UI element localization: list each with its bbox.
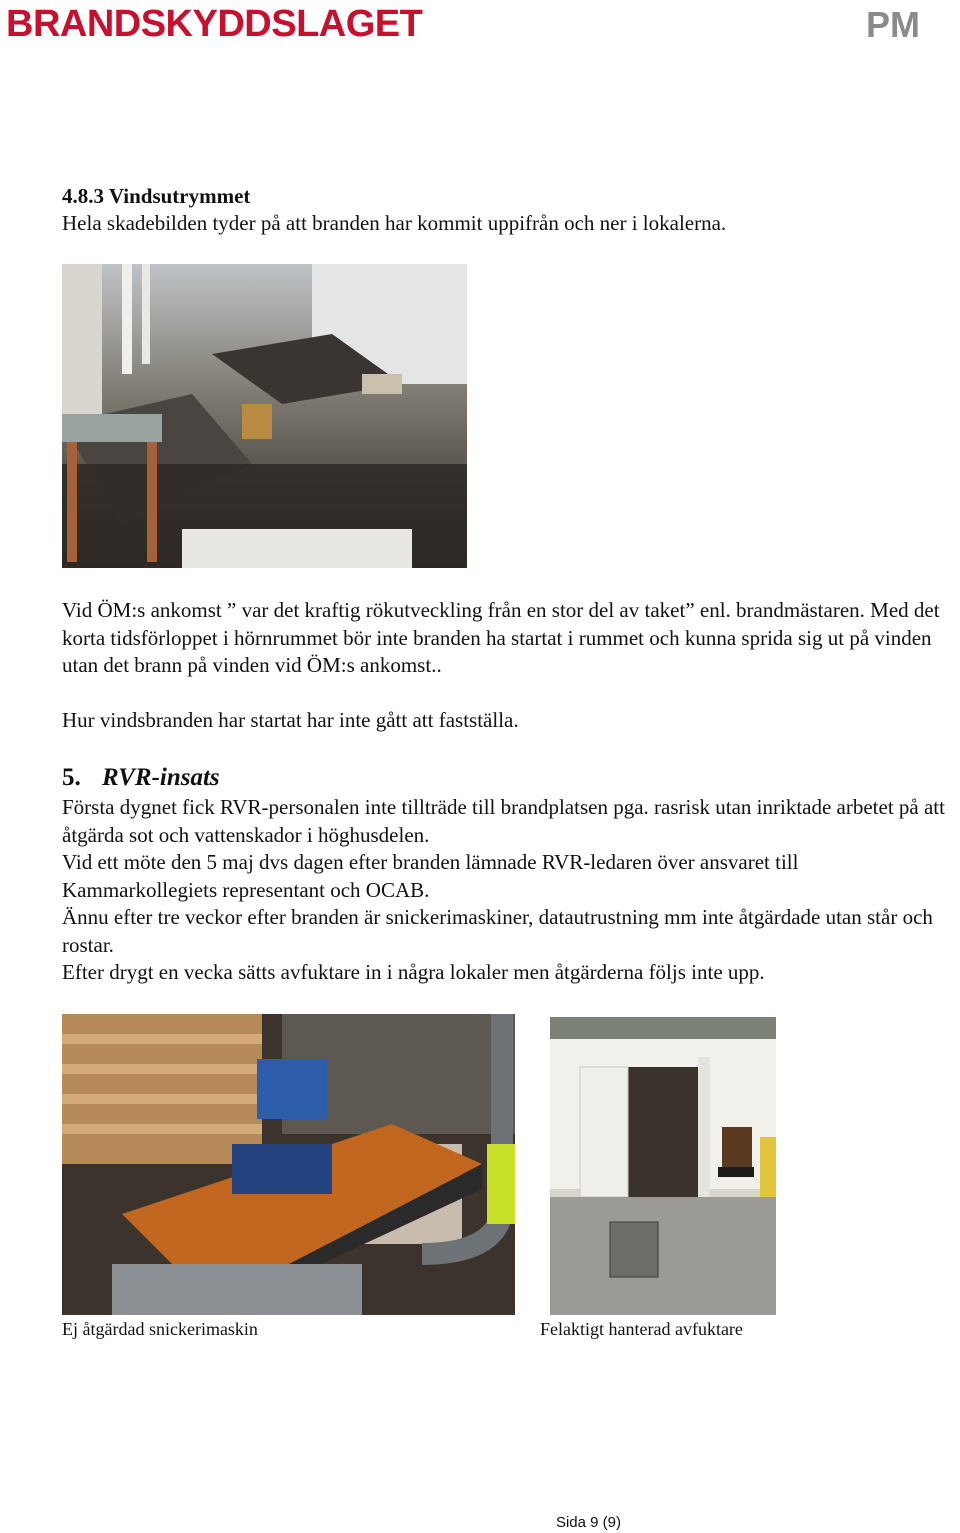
rvr-paragraph-1: Första dygnet fick RVR-personalen inte tillträde till brandplatsen pga. rasrisk utan inriktade arbetet på att åtgärda sot och vattenskador i höghusdelen. [62, 795, 945, 847]
rvr-paragraph-3: Ännu efter tre veckor efter branden är snickerimaskiner, datautrustning mm inte åtgärdade utan står och rostar. [62, 905, 933, 957]
rvr-paragraph-4: Efter drygt en vecka sätts avfuktare in i några lokaler men åtgärderna följs inte upp. [62, 960, 765, 984]
section-number: 5. [62, 764, 81, 791]
section-paragraph-1: Vid ÖM:s ankomst ” var det kraftig rökutveckling från en stor del av taket” enl. brandmästaren. Med det korta tidsförloppet i hörnrummet bör inte branden ha startat i rummet och kunna sprida sig ut på vinden utan det brann på vinden vid ÖM:s ankomst.. [62, 598, 940, 678]
section-paragraph-2: Hur vindsbranden har startat har inte gått att fastställa. [62, 708, 519, 732]
photo-fire-damaged-attic [62, 264, 467, 568]
rvr-paragraph-2: Vid ett möte den 5 maj dvs dagen efter branden lämnade RVR-ledaren över ansvaret till Kammarkollegiets representant och OCAB. [62, 850, 799, 902]
section-intro: Hela skadebilden tyder på att branden har kommit uppifrån och ner i lokalerna. [62, 211, 727, 235]
caption-left: Ej åtgärdad snickerimaskin [62, 1319, 258, 1339]
document-type: PM [866, 4, 920, 45]
section-heading-4-8-3: 4.8.3 Vindsutrymmet [62, 184, 251, 208]
section-title: RVR-insats [102, 764, 220, 791]
photo-dehumidifier [550, 1017, 776, 1315]
section-heading-5 [62, 763, 220, 793]
page-number: Sida 9 (9) [555, 1514, 622, 1531]
brand-logo: BRANDSKYDDSLAGET [6, 3, 423, 45]
photo-woodworking-machine [62, 1014, 515, 1315]
caption-right: Felaktigt hanterad avfuktare [540, 1319, 743, 1339]
